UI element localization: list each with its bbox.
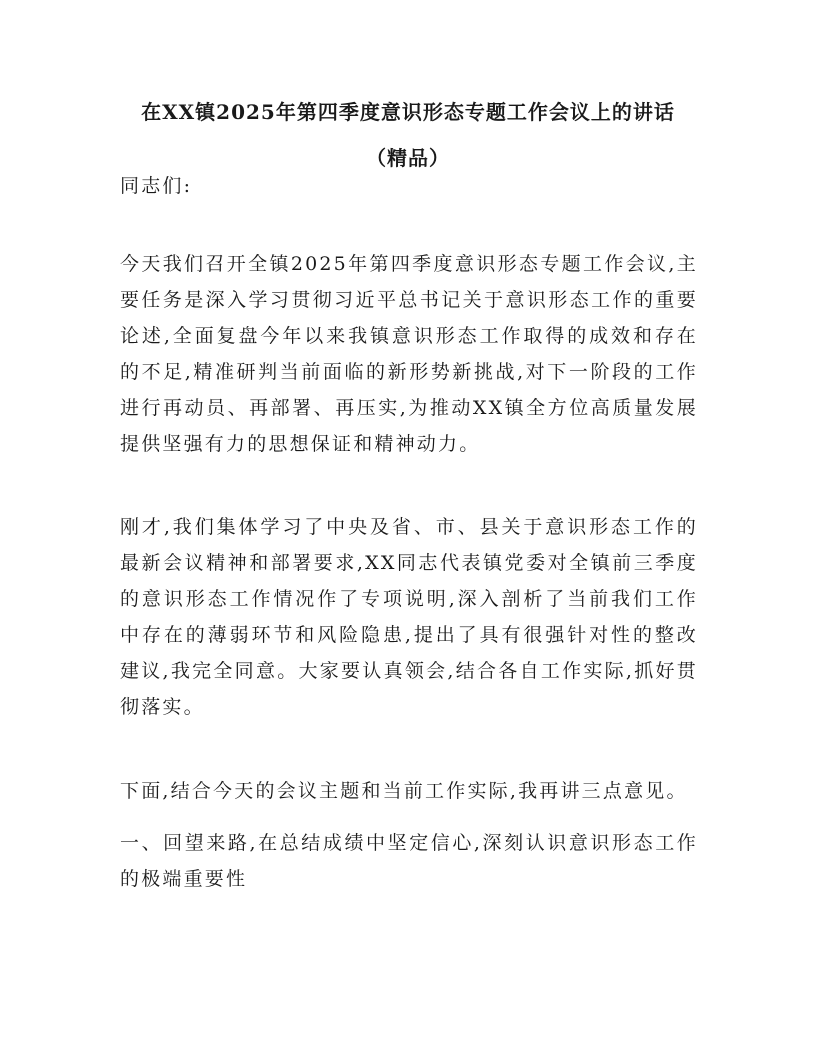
paragraph-transition: 下面,结合今天的会议主题和当前工作实际,我再讲三点意见。 — [120, 780, 688, 802]
salutation: 同志们: — [120, 175, 193, 197]
paragraph-review: 刚才,我们集体学习了中央及省、市、县关于意识形态工作的最新会议精神和部署要求,XX同志代表镇党委对全镇前三季度的意识形态工作情况作了专项说明,深入剖析了当前我们工作中存在的薄弱环节和风险隐患,提出了具有很强针对性的整改建议,我完全同意。大家要认真领会,结合各自工作实际,抓好贯彻落实。 — [120, 516, 698, 718]
document-subtitle: （精品） — [366, 146, 450, 170]
section-heading-one: 一、回望来路,在总结成绩中坚定信心,深刻认识意识形态工作的极端重要性 — [120, 832, 698, 890]
document-title: 在XX镇2025年第四季度意识形态专题工作会议上的讲话 — [141, 100, 675, 124]
paragraph-opening: 今天我们召开全镇2025年第四季度意识形态专题工作会议,主要任务是深入学习贯彻习近平总书记关于意识形态工作的重要论述,全面复盘今年以来我镇意识形态工作取得的成效和存在的不足,精准研判当前面临的新形势新挑战,对下一阶段的工作进行再动员、再部署、再压实,为推动XX镇全方位高质量发展提供坚强有力的思想保证和精神动力。 — [120, 253, 698, 455]
